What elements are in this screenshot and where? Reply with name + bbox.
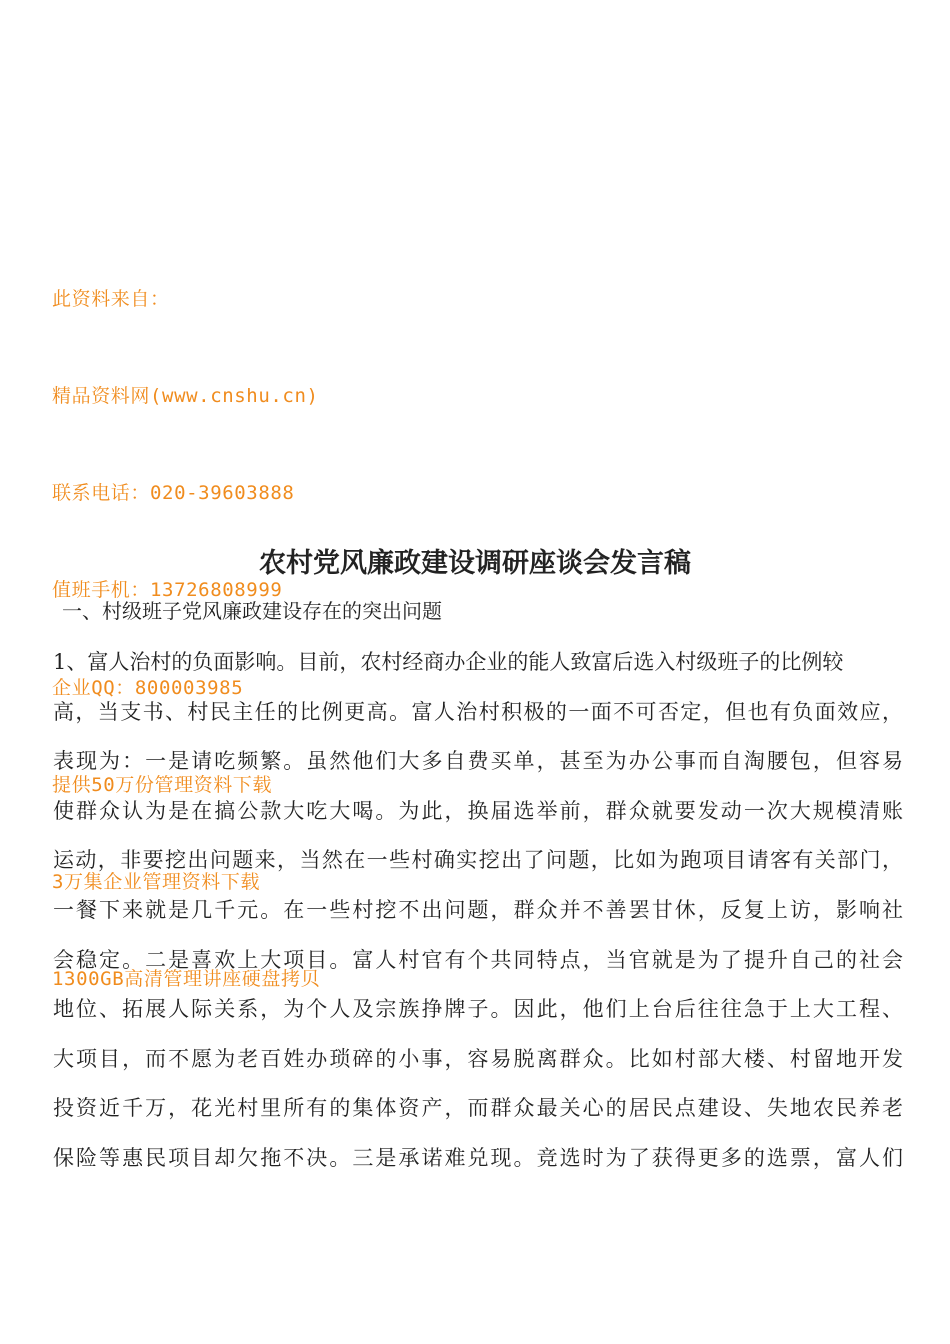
body-line: 会稳定。二是喜欢上大项目。富人村官有个共同特点，当官就是为了提升自己的社会 [53, 947, 903, 972]
body-line: 一餐下来就是几千元。在一些村挖不出问题，群众并不善罢甘休，反复上访，影响社 [53, 897, 903, 922]
document-title: 农村党风廉政建设调研座谈会发言稿 [259, 548, 691, 579]
body-line: 运动，非要挖出问题来，当然在一些村确实挖出了问题，比如为跑项目请客有关部门， [53, 848, 903, 873]
source-info-line: 提供50万份管理资料下载 [52, 773, 273, 796]
source-info-line: 1300GB高清管理讲座硬盘拷贝 [52, 968, 321, 991]
source-info-line: 企业QQ：800003985 [52, 676, 244, 699]
body-paragraph [53, 645, 903, 1191]
source-info-line: 值班手机：13726808999 [52, 579, 283, 602]
section-heading: 一、村级班子党风廉政建设存在的突出问题 [62, 599, 442, 623]
body-line: 使群众认为是在搞公款大吃大喝。为此，换届选举前，群众就要发动一次大规模清账 [53, 798, 903, 823]
body-line: 大项目，而不愿为老百姓办琐碎的小事，容易脱离群众。比如村部大楼、村留地开发 [53, 1046, 903, 1071]
body-line: 高，当支书、村民主任的比例更高。富人治村积极的一面不可否定，但也有负面效应， [53, 699, 903, 724]
source-info-line: 联系电话：020-39603888 [52, 482, 295, 505]
body-line: 投资近千万，花光村里所有的集体资产，而群众最关心的居民点建设、失地农民养老 [53, 1096, 903, 1121]
source-info-line: 精品资料网(www.cnshu.cn) [52, 385, 319, 408]
body-line: 1、富人治村的负面影响。目前，农村经商办企业的能人致富后选入村级班子的比例较 [53, 650, 844, 674]
body-line: 保险等惠民项目却欠拖不决。三是承诺难兑现。竞选时为了获得更多的选票，富人们 [53, 1145, 903, 1170]
body-line: 地位、拓展人际关系，为个人及宗族挣牌子。因此，他们上台后往往急于上大工程、 [53, 997, 903, 1022]
body-line: 表现为：一是请吃频繁。虽然他们大多自费买单，甚至为办公事而自淘腰包，但容易 [53, 749, 903, 774]
source-info-line: 3万集企业管理资料下载 [52, 871, 261, 894]
source-info-line: 此资料来自： [52, 287, 170, 310]
